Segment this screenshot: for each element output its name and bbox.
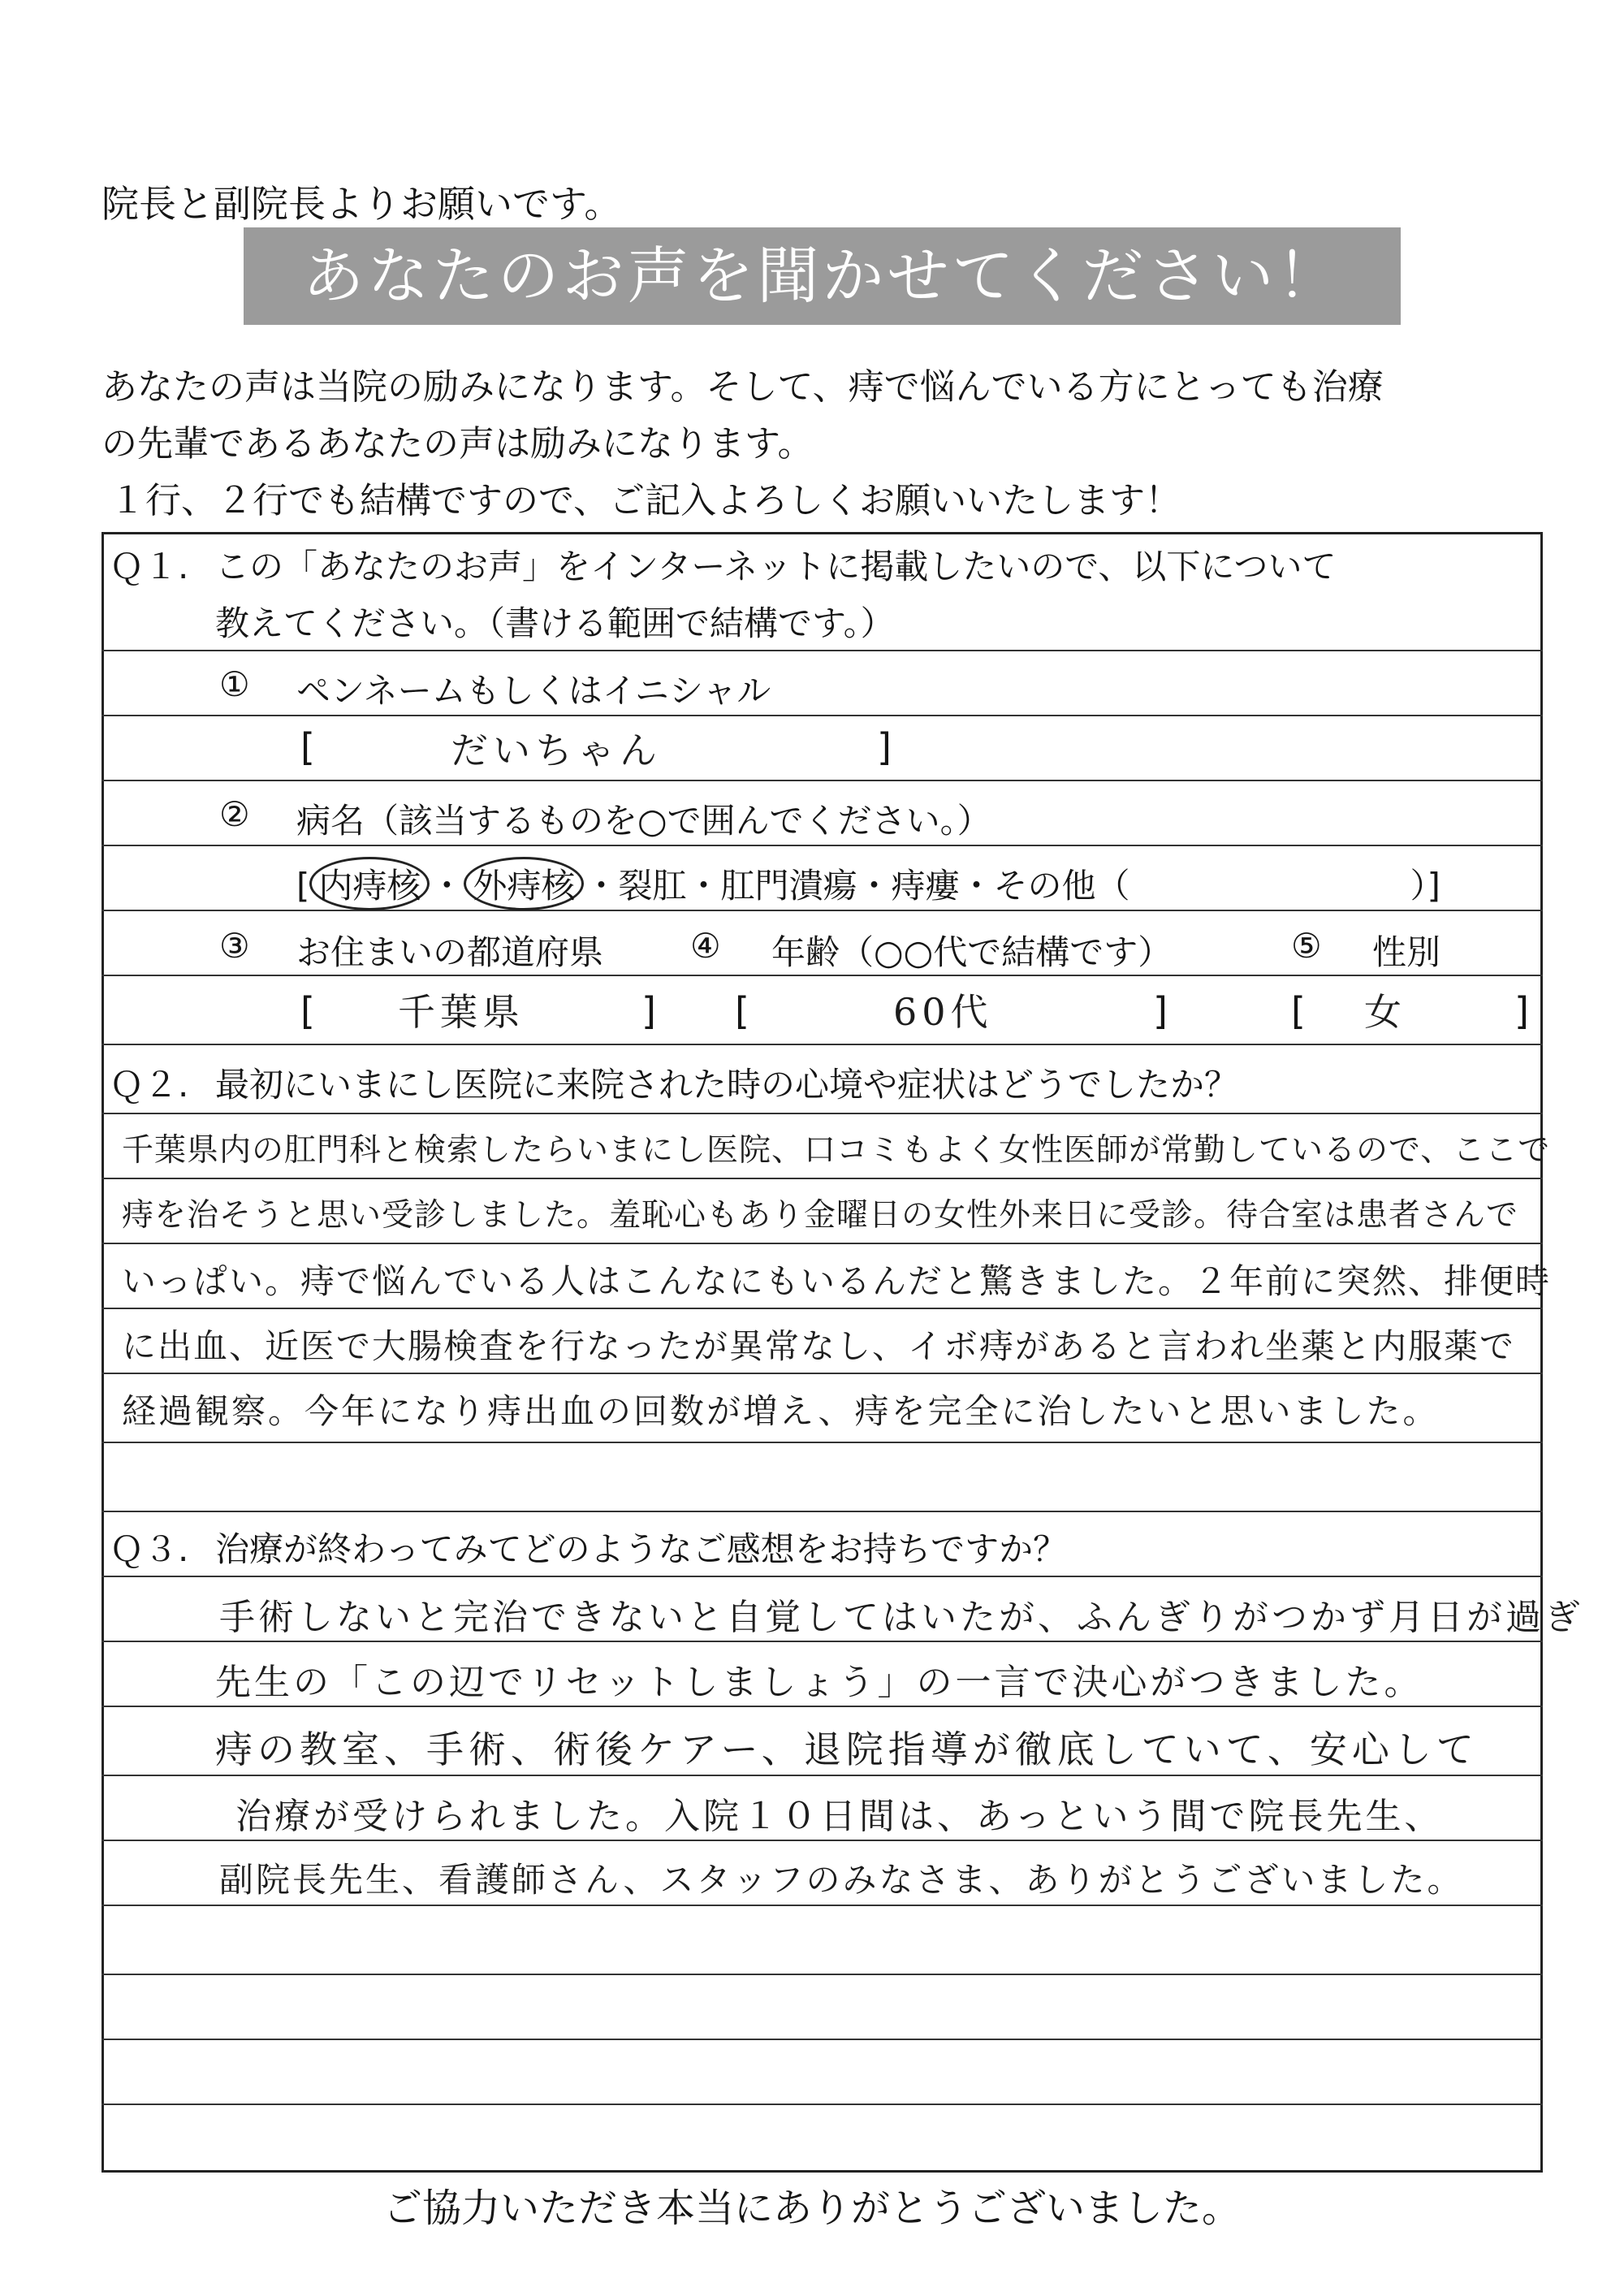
q3-answer-line-5: 副院長先生、看護師さん、スタッフのみなさま、ありがとうございました。: [219, 1860, 1464, 1900]
q2-question: 最初にいまにし医院に来院された時の心境や症状はどうでしたか？: [215, 1065, 1239, 1105]
q1-item3-bracket-close: ]: [641, 989, 656, 1033]
q1-item2-option-gaijikaku-selected: 外痔核: [464, 857, 584, 910]
q2-answer-line-1: 千葉県内の肛門科と検索したらいまにし医院、口コミもよく女性医師が常勤しているので、ここで: [122, 1132, 1551, 1169]
form-rule: [102, 1706, 1543, 1707]
q1-item3-bracket-open: [: [300, 989, 315, 1033]
q3-answer-line-4: 治療が受けられました。入院１０日間は、あっという間で院長先生、: [235, 1796, 1444, 1837]
intro-line-1: あなたの声は当院の励みになります。そして、痔で悩んでいる方にとっても治療: [102, 366, 1384, 408]
form-rule: [102, 1243, 1543, 1244]
q1-item4-bracket-close: ]: [1153, 989, 1168, 1033]
form-rule: [102, 1373, 1543, 1374]
q1-item2-other-options: ・裂肛・肛門潰瘍・痔瘻・その他（: [584, 866, 1130, 906]
q1-question-line-2: 教えてください。（書ける範囲で結構です。）: [215, 603, 895, 643]
q1-item3-number: ③: [219, 926, 250, 966]
q1-item5-bracket-close: ]: [1514, 989, 1529, 1033]
q3-answer-line-3: 痔の教室、手術、術後ケアー、退院指導が徹底していて、安心して: [215, 1727, 1479, 1771]
q1-item2-label: 病名（該当するものを○で囲んでください。）: [296, 801, 991, 841]
q1-item3-answer: 千葉県: [398, 990, 525, 1034]
q1-item2-number: ②: [219, 794, 250, 834]
q1-item1-number: ①: [219, 664, 250, 704]
form-rule: [102, 975, 1543, 976]
q2-answer-line-3: いっぱい。痔で悩んでいる人はこんなにもいるんだと驚きました。２年前に突然、排便時: [122, 1261, 1552, 1301]
q1-item1-bracket-close: ]: [877, 725, 892, 769]
q1-item5-label: 性別: [1372, 932, 1441, 972]
q2-label: Ｑ２.: [110, 1065, 189, 1105]
q1-item3-label: お住まいの都道府県: [296, 932, 604, 972]
q1-item2-options: [296, 857, 1440, 910]
form-rule: [102, 1044, 1543, 1045]
form-rule: [102, 1576, 1543, 1577]
form-rule: [102, 2104, 1543, 2105]
intro-line-2: の先輩であるあなたの声は励みになります。: [102, 423, 814, 465]
q3-answer-line-1: 手術しないと完治できないと自覚してはいたが、ふんぎりがつかず月日が過ぎ: [219, 1597, 1583, 1638]
q1-item5-number: ⑤: [1291, 926, 1322, 966]
q1-item5-answer: 女: [1364, 990, 1406, 1034]
form-rule: [102, 1178, 1543, 1179]
q3-answer-line-2: 先生の「この辺でリセットしましょう」の一言で決心がつきました。: [215, 1662, 1423, 1703]
form-rule: [102, 1511, 1543, 1512]
intro-line-3: １行、２行でも結構ですので、ご記入よろしくお願いいたします！: [110, 480, 1181, 521]
q1-item1-bracket-open: [: [300, 725, 315, 769]
form-rule: [102, 1905, 1543, 1906]
q1-question-line-1: この「あなたのお声」をインターネットに掲載したいので、以下について: [215, 547, 1337, 586]
form-rule: [102, 2039, 1543, 2040]
form-rule: [102, 1974, 1543, 1975]
form-rule: [102, 1775, 1543, 1776]
form-rule: [102, 1442, 1543, 1443]
q1-item2-option-naijikaku-selected: 内痔核: [309, 857, 430, 910]
q2-answer-line-2: 痔を治そうと思い受診しました。羞恥心もあり金曜日の女性外来日に受診。待合室は患者さんで: [122, 1197, 1519, 1234]
q1-item5-bracket-open: [: [1291, 989, 1306, 1033]
q1-item4-answer: 60代: [893, 990, 993, 1034]
form-rule: [102, 1840, 1543, 1841]
q1-item1-answer: だいちゃん: [451, 729, 662, 772]
q1-item4-number: ④: [690, 926, 721, 966]
q2-answer-line-4: に出血、近医で大腸検査を行なったが異常なし、イボ痔があると言われ坐薬と内服薬で: [122, 1326, 1516, 1366]
q1-item2-close: ）]: [1410, 866, 1440, 906]
q1-item4-label: 年齢（○○代で結構です）: [771, 932, 1173, 972]
form-rule: [102, 715, 1543, 716]
form-rule: [102, 1641, 1543, 1642]
form-rule: [102, 845, 1543, 846]
page-title: あなたのお声を聞かせてください！: [302, 240, 1342, 312]
form-rule: [102, 780, 1543, 781]
footer-thanks: ご協力いただき本当にありがとうございました。: [382, 2186, 1241, 2231]
form-rule: [102, 1113, 1543, 1114]
page-subtitle: 院長と副院長よりお願いです。: [102, 182, 622, 226]
q1-label: Ｑ１.: [110, 547, 189, 586]
q3-question: 治療が終わってみてどのようなご感想をお持ちですか？: [215, 1529, 1068, 1569]
form-rule: [102, 650, 1543, 651]
q3-label: Ｑ３.: [110, 1529, 189, 1569]
q1-item4-bracket-open: [: [735, 989, 749, 1033]
q1-item2-separator: ・: [430, 866, 464, 906]
q2-answer-line-5: 経過観察。今年になり痔出血の回数が増え、痔を完全に治したいと思いました。: [122, 1391, 1440, 1431]
form-rule: [102, 1308, 1543, 1309]
q1-item2-open: [: [296, 866, 310, 906]
q1-item1-label: ペンネームもしくはイニシャル: [296, 671, 771, 711]
